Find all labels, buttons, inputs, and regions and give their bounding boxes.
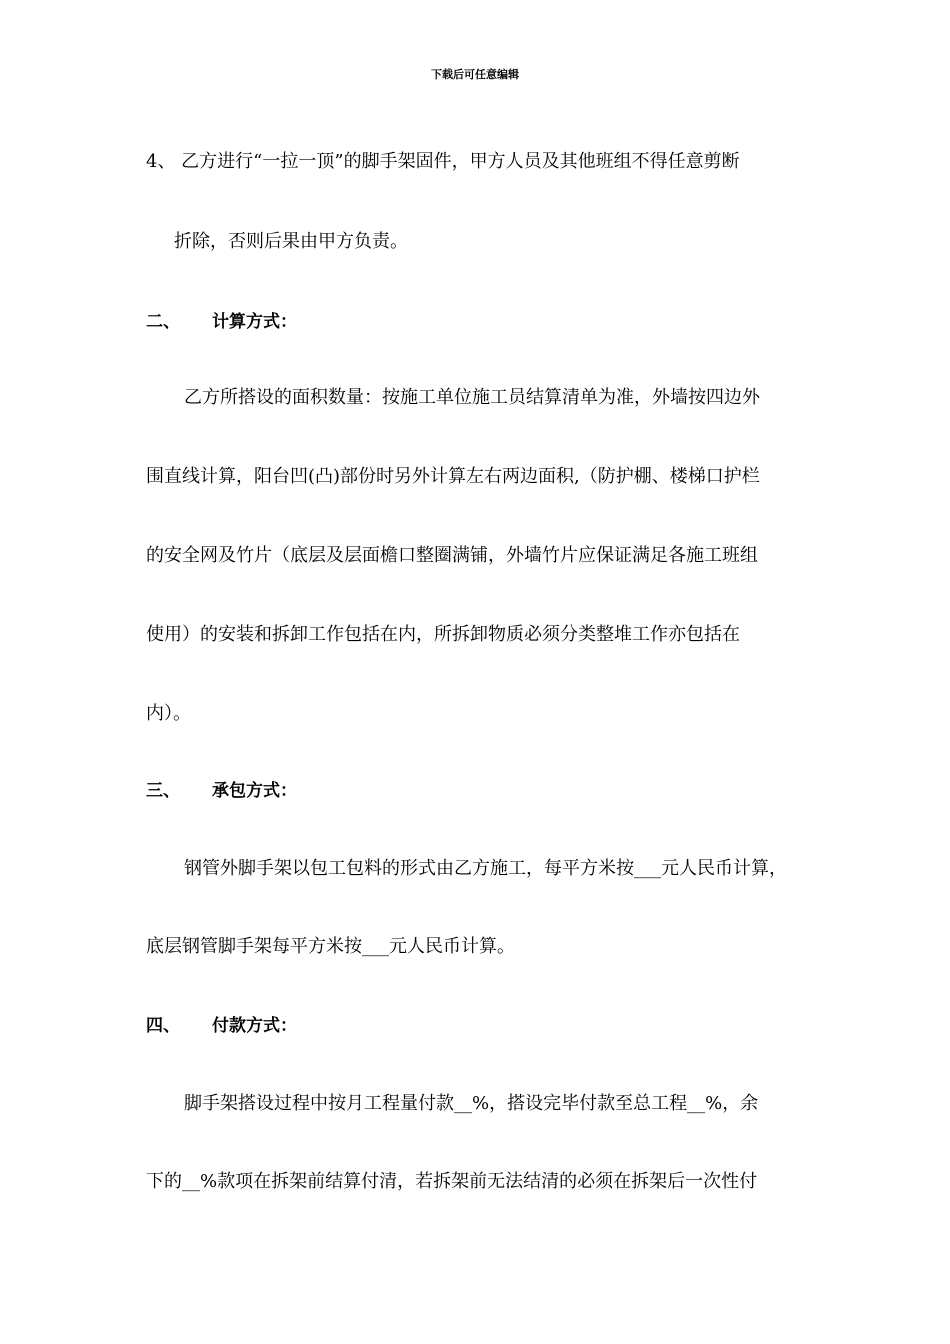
- section4-title: 付款方式：: [212, 1016, 297, 1036]
- section2-line: 乙方所搭设的面积数量：按施工单位施工员结算清单为准，外墙按四边外: [184, 387, 760, 408]
- item4-line2: 折除，否则后果由甲方负责。: [174, 231, 408, 252]
- section3-heading: [146, 779, 297, 803]
- section4-line: 脚手架搭设过程中按月工程量付款__%，搭设完毕付款至总工程__%，余: [184, 1093, 759, 1114]
- section4-heading: [146, 1014, 297, 1038]
- page-header: 下载后可任意编辑: [431, 68, 519, 81]
- section2-line: 的安全网及竹片（底层及层面檐口整圈满铺，外墙竹片应保证满足各施工班组: [146, 545, 758, 566]
- section2-heading: [146, 310, 297, 334]
- section2-line: 内）。: [146, 703, 191, 724]
- section3-line: 底层钢管脚手架每平方米按___元人民币计算。: [146, 936, 515, 957]
- item4-line1: 4、 乙方进行“一拉一顶”的脚手架固件，甲方人员及其他班组不得任意剪断: [146, 151, 740, 172]
- section2-number: 二、: [146, 312, 180, 332]
- section4-number: 四、: [146, 1016, 180, 1036]
- section4-line: 下的__%款项在拆架前结算付清，若拆架前无法结清的必须在拆架后一次性付: [146, 1171, 758, 1192]
- section2-line: 使用）的安装和拆卸工作包括在内，所拆卸物质必须分类整堆工作亦包括在: [146, 624, 740, 645]
- section3-title: 承包方式：: [212, 781, 297, 801]
- section3-line: 钢管外脚手架以包工包料的形式由乙方施工，每平方米按___元人民币计算，: [184, 858, 787, 879]
- section3-number: 三、: [146, 781, 180, 801]
- section2-line: 围直线计算，阳台凹(凸)部份时另外计算左右两边面积,（防护棚、楼梯口护栏: [146, 466, 760, 487]
- section2-title: 计算方式：: [212, 312, 297, 332]
